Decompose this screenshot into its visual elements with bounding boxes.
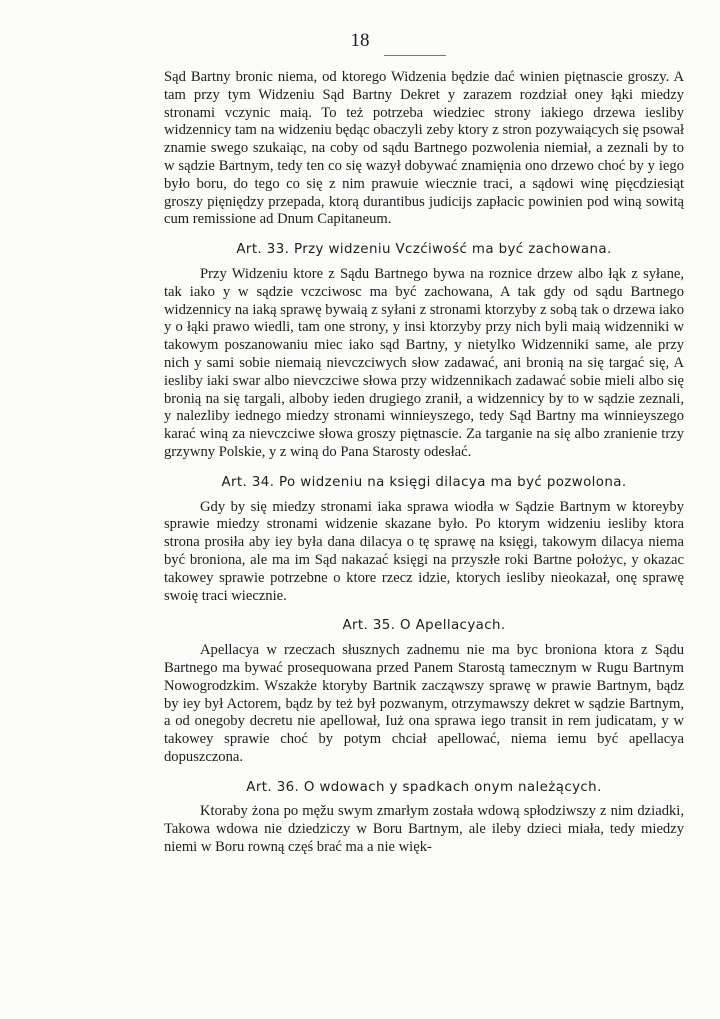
article-35-heading: Art. 35. O Apellacyach.: [342, 618, 506, 634]
article-33-text: Przy Widzeniu ktore z Sądu Bartnego bywa na roznice drzew albo łąk z syłane, tak iako y w sądzie vczciwosc ma być zachowana, A tak gdy od sądu Bartnego widzennicy na iaką sprawę bywaią z syłani z stronami ktorzyby z sobą tak o drzewa iako y o łąki prawo wiedli, tam one strony, y insi ktorzyby przy nich byli maią widzenniki w takowym poszanowaniu miec iako sąd Bartny, y nietylko Widzenniki same, ale przy nich y sami sobie niemaią nievczciwych słow zadawać, ani bronią na się targać się, A iesliby iaki swar albo nievczciwe słowa przy widzennikach zadawać sobie mieli albo się bronią na się targali, alboby ieden drugiego zranił, a widzennicy by to w sądzie zeznali, y nalezliby iednego miedzy stronami winnieyszego, tedy Sąd Bartny ma winnieyszego karać winą za nievczciwe słowa groszy piętnascie. Za targanie na się albo zranienie trzy grzywny Polskie, y z winą do Pana Starosty odesłać.: [164, 265, 684, 460]
page-number: 18: [350, 30, 370, 51]
page-body: [164, 69, 684, 857]
header-rule: [384, 55, 446, 56]
article-34-heading: Art. 34. Po widzeniu na księgi dilacya ma być pozwolona.: [221, 474, 627, 490]
article-33-heading: Art. 33. Przy widzeniu Vczćiwość ma być zachowana.: [236, 242, 612, 258]
article-36-text: Ktoraby żona po męžu swym zmarłym została wdową spłodziwszy z nim dziadki, Takowa wdowa nie dziedziczy w Boru Bartnym, ale ileby dzieci miała, tedy miedzy niemi w Boru rowną częś brać ma a nie więk-: [164, 803, 684, 856]
article-35-text: Apellacya w rzeczach słusznych zadnemu nie ma byc broniona ktora z Sądu Bartnego ma bywać prosequowana przed Panem Starostą tamecznym w Rugu Bartnym Nowogrodzkim. Wszakże ktoryby Bartnik zacząwszy sprawę w prawie Bartnym, bądz by iey był Actorem, bądz by też był pozwanym, otrzymawszy dekret w sądzie Bartnym, a od onegoby decretu nie apellował, Iuż ona sprawa iego transit in rem judicatam, y w takowey sprawie choć by potym chciał apellować, niema iemu być apellacya dopuszczona.: [164, 642, 684, 765]
article-34-text: Gdy by się miedzy stronami iaka sprawa wiodła w Sądzie Bartnym w ktoreyby sprawie miedzy stronami widzenie skazane było. Po ktorym widzeniu iesliby ktora strona prosiła aby iey była dana dilacya o tę sprawę na księgi, takowym dilacya niema być broniona, ale ma im Sąd nakazać księgi na przyszłe roki Bartne położyc, y okazac takowey sprawie potrzebne o ktore rzecz idzie, ktorych iesliby nieokazał, onę sprawę swoię traci wiecznie.: [164, 498, 684, 604]
article-36-heading: Art. 36. O wdowach y spadkach onym należących.: [246, 779, 602, 795]
paragraph-continued: Sąd Bartny bronic niema, od ktorego Widzenia będzie dać winien piętnascie groszy. A tam przy tym Widzeniu Sąd Bartny Dekret y zarazem rozdział oney łąki miedzy stronami vczynic maią. To też potrzeba wiedziec strony iakiego drzewa iesliby widzennicy tam na widzeniu będąc obaczyli zeby ktory z stron pozywaiących się psował znamie swego szukaiąc, na coby od sądu Bartnego pozwolenia niemiał, a zeznali by to w sądzie Bartnym, tedy ten co się wazył dobywać znamięnia ono drzewo choć by y iego było boru, do tego co się z nim prawuie wiecznie traci, a sądowi winę pięcdziesiąt groszy pięniędzy przepada, ktorą durantibus judicijs zapłacic powinien pod winą sowitą cum remissione ad Dnum Capitaneum.: [164, 69, 684, 228]
